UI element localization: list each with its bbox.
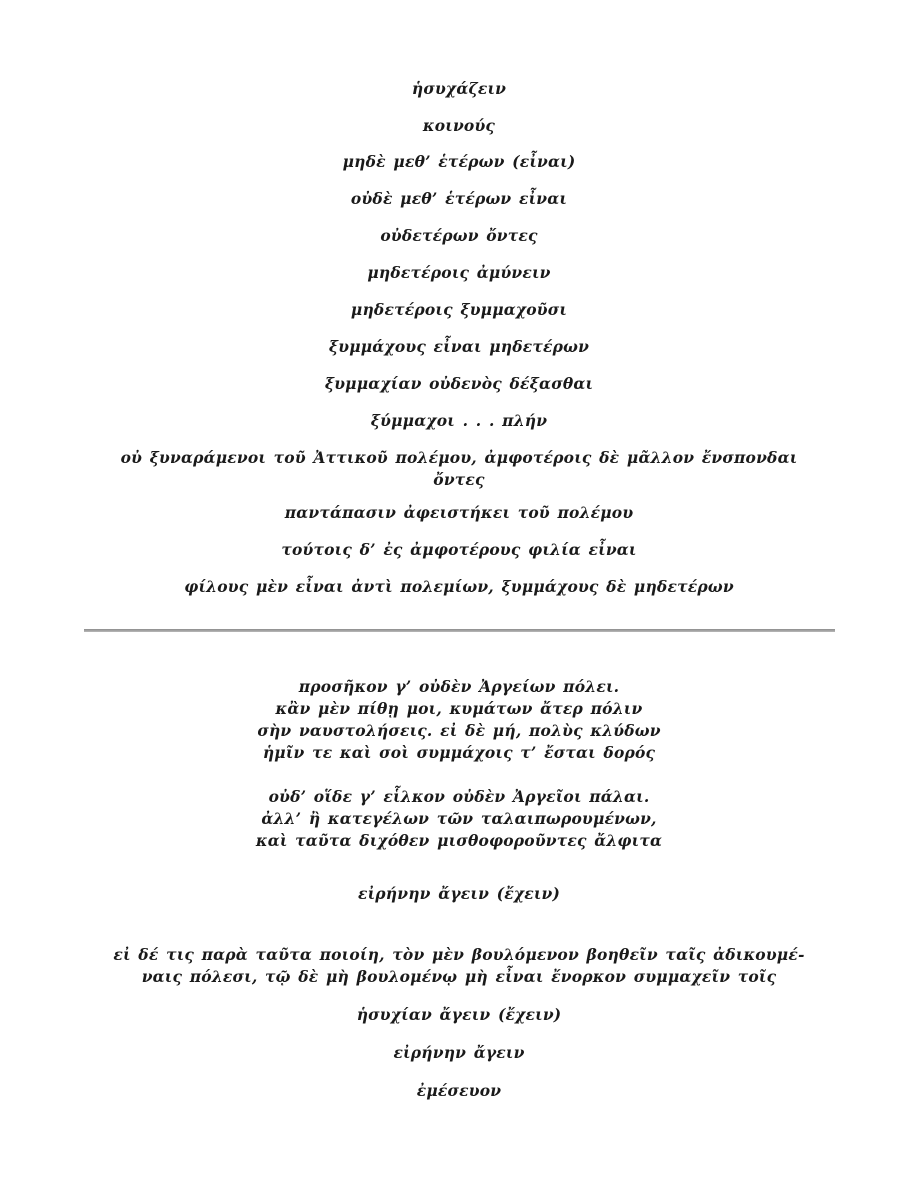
greek-phrase-line: τούτοις δ’ ἐς ἀμφοτέρους φιλία εἶναι [281,540,637,559]
prose-line: ναις πόλεσι, τῷ δὲ μὴ βουλομένῳ μὴ εἶναι ἔνορκον συμμαχεῖν τοῖς [141,967,777,986]
greek-phrase-line: οὐ ξυναράμενοι τοῦ Ἀττικοῦ πολέμου, ἀμφοτέροις δὲ μᾶλλον ἔνσπονδαι [120,448,798,467]
prose-quote [0,944,918,988]
verse-line: σὴν ναυστολήσεις. εἰ δὲ μή, πολὺς κλύδων [257,721,661,740]
greek-phrase-line: οὐδὲ μεθ’ ἑτέρων εἶναι [350,189,568,208]
verse-line: κἂν μὲν πίθῃ μοι, κυμάτων ἄτερ πόλιν [275,699,643,718]
verse-line: προσῆκον γ’ οὐδὲν Ἀργείων πόλει. [298,677,620,696]
verse-line: ἡμῖν τε καὶ σοὶ συμμάχοις τ’ ἔσται δορός [262,743,656,762]
greek-phrase-line-continuation: ὄντες [433,470,485,489]
greek-phrase-line: οὐδετέρων ὄντες [380,226,538,245]
greek-phrase-line: ξυμμαχίαν οὐδενὸς δέξασθαι [324,374,594,393]
verse-quote-1 [0,676,918,764]
greek-phrase-line: μηδετέροις ξυμμαχοῦσι [350,300,568,319]
greek-phrase-line: μηδὲ μεθ’ ἑτέρων (εἶναι) [342,152,576,171]
verse-quote-2 [0,786,918,852]
greek-phrase-line: ἡσυχίαν ἄγειν (ἔχειν) [356,1005,562,1024]
prose-line: εἰ δέ τις παρὰ ταῦτα ποιοίη, τὸν μὲν βουλόμενον βοηθεῖν ταῖς ἀδικουμέ- [113,945,805,964]
greek-phrase-line: μηδετέροις ἀμύνειν [367,263,551,282]
greek-phrase-line: ἡσυχάζειν [411,79,507,98]
greek-phrase-line: ξυμμάχους εἶναι μηδετέρων [328,337,590,356]
greek-phrase-line: φίλους μὲν εἶναι ἀντὶ πολεμίων, ξυμμάχους δὲ μηδετέρων [184,577,734,596]
greek-phrase-line: εἰρήνην ἄγειν (ἔχειν) [357,884,561,903]
section-divider [84,629,835,632]
verse-line: καὶ ταῦτα διχόθεν μισθοφοροῦντες ἄλφιτα [255,831,663,850]
verse-line: οὐδ’ οἵδε γ’ εἷλκον οὐδὲν Ἀργεῖοι πάλαι. [268,787,650,806]
verse-line: ἀλλ’ ἢ κατεγέλων τῶν ταλαιπωρουμένων, [261,809,657,828]
greek-phrase-line: παντάπασιν ἀφειστήκει τοῦ πολέμου [284,503,634,522]
greek-phrase-line: ξύμμαχοι . . . πλήν [370,411,548,430]
greek-phrase-line: κοινούς [422,116,496,135]
greek-phrase-line: ἐμέσευον [416,1081,502,1100]
greek-phrase-line: εἰρήνην ἄγειν [393,1043,525,1062]
